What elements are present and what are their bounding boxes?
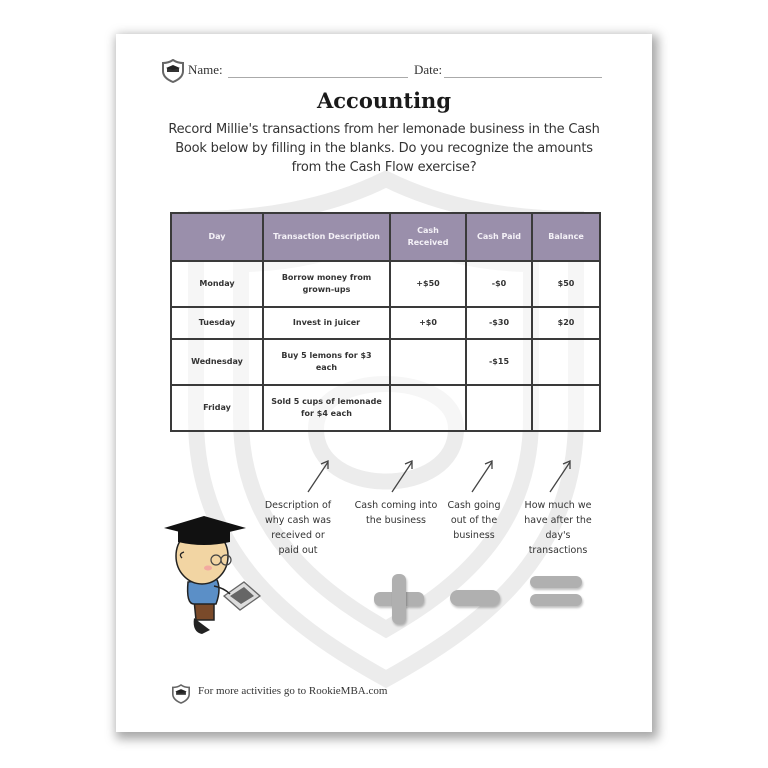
date-label: Date:	[414, 62, 443, 77]
cash-received-cell[interactable]: +$50	[390, 261, 466, 307]
table-row	[171, 307, 600, 339]
equals-icon	[530, 576, 582, 608]
rookiemba-shield-icon	[172, 683, 190, 705]
name-input-line[interactable]	[228, 77, 408, 78]
balance-cell[interactable]	[532, 339, 600, 385]
arrow-up-right-icon	[468, 458, 498, 494]
minus-icon	[450, 590, 500, 606]
note-cash-received: Cash coming into the business	[354, 500, 438, 526]
cash-paid-cell[interactable]: -$0	[466, 261, 532, 307]
day-cell: Tuesday	[171, 307, 263, 339]
day-cell: Friday	[171, 385, 263, 431]
balance-cell[interactable]: $20	[532, 307, 600, 339]
balance-cell[interactable]	[532, 385, 600, 431]
day-cell: Monday	[171, 261, 263, 307]
table-row	[171, 339, 600, 385]
column-header-cash-received: Cash Received	[390, 213, 466, 261]
cash-received-cell[interactable]: +$0	[390, 307, 466, 339]
cash-received-cell[interactable]	[390, 339, 466, 385]
cash-paid-cell[interactable]: -$15	[466, 339, 532, 385]
table-row	[171, 385, 600, 431]
cash-paid-cell[interactable]	[466, 385, 532, 431]
cash-paid-cell[interactable]: -$30	[466, 307, 532, 339]
note-description: Description of why cash was received or paid out	[264, 500, 332, 556]
table-row	[171, 261, 600, 307]
day-cell: Wednesday	[171, 339, 263, 385]
description-cell: Sold 5 cups of lemonade for $4 each	[263, 385, 390, 431]
name-label: Name:	[188, 62, 223, 77]
page-title: Accounting	[316, 88, 452, 113]
arrow-up-right-icon	[304, 458, 334, 494]
balance-cell[interactable]: $50	[532, 261, 600, 307]
description-cell: Buy 5 lemons for $3 each	[263, 339, 390, 385]
date-input-line[interactable]	[444, 77, 602, 78]
column-header-day: Day	[171, 213, 263, 261]
worksheet-page	[116, 34, 652, 732]
rookiemba-shield-icon	[162, 59, 184, 83]
note-cash-paid: Cash going out of the business	[447, 500, 501, 541]
footer-link-text[interactable]: For more activities go to RookieMBA.com	[198, 685, 388, 697]
column-header-description: Transaction Description	[263, 213, 390, 261]
description-cell: Invest in juicer	[263, 307, 390, 339]
column-header-cash-paid: Cash Paid	[466, 213, 532, 261]
cash-received-cell[interactable]	[390, 385, 466, 431]
instructions-text: Record Millie's transactions from her lemonade business in the Cash Book below by filling in the blanks. Do you recognize the amounts from the Cash Flow exercise?	[168, 122, 600, 175]
note-balance: How much we have after the day's transactions	[524, 500, 592, 556]
arrow-up-right-icon	[546, 458, 576, 494]
table-header-row	[171, 213, 600, 261]
graduate-mascot-illustration	[164, 508, 274, 638]
column-header-balance: Balance	[532, 213, 600, 261]
cash-book-table	[170, 212, 601, 432]
plus-icon	[374, 574, 424, 624]
arrow-up-right-icon	[388, 458, 418, 494]
description-cell: Borrow money from grown-ups	[263, 261, 390, 307]
